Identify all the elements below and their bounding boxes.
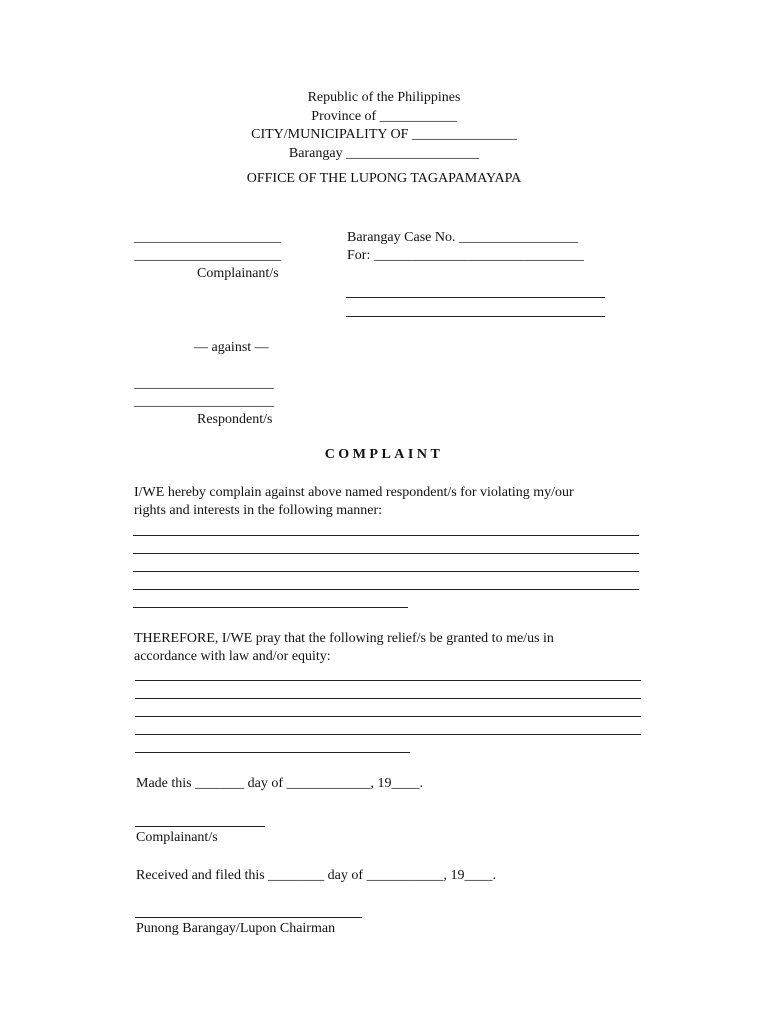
respondent-label: Respondent/s	[197, 412, 273, 427]
made-this-line: Made this _______ day of ____________, 19____.	[136, 776, 423, 791]
relief-blank-line	[135, 680, 641, 681]
complaint-title: COMPLAINT	[324, 447, 444, 462]
relief-blank-line	[135, 698, 641, 699]
complainant-label: Complainant/s	[197, 266, 279, 281]
chairman-signature-line	[135, 917, 362, 918]
complainant-blank-1: _____________________	[134, 230, 281, 245]
respondent-blank-1: ____________________	[134, 376, 274, 391]
relief-blank-line	[135, 716, 641, 717]
relief-blank-line	[135, 734, 641, 735]
relief-text-line-1: THEREFORE, I/WE pray that the following relief/s be granted to me/us in	[134, 631, 554, 646]
complainant-signature-label: Complainant/s	[136, 830, 218, 845]
relief-text-line-2: accordance with law and/or equity:	[134, 649, 331, 664]
complainant-blank-2: _____________________	[134, 248, 281, 263]
for-continuation-line-1	[346, 297, 605, 298]
city-municipality-line: CITY/MUNICIPALITY OF _______________	[251, 127, 517, 142]
complainant-signature-line	[135, 826, 265, 827]
complaint-blank-line	[133, 535, 639, 536]
complaint-text-line-1: I/WE hereby complain against above named respondent/s for violating my/our	[134, 485, 574, 500]
complaint-blank-line-short	[133, 607, 408, 608]
complaint-blank-line	[133, 553, 639, 554]
for-continuation-line-2	[346, 316, 605, 317]
for-line: For: ______________________________	[347, 248, 584, 263]
office-heading: OFFICE OF THE LUPONG TAGAPAMAYAPA	[246, 171, 522, 186]
against-separator: — against —	[194, 340, 269, 355]
case-number-line: Barangay Case No. _________________	[347, 230, 578, 245]
barangay-line: Barangay ___________________	[288, 146, 480, 161]
relief-blank-line-short	[135, 752, 410, 753]
republic-heading: Republic of the Philippines	[307, 90, 461, 105]
complaint-blank-line	[133, 589, 639, 590]
complaint-text-line-2: rights and interests in the following manner:	[134, 503, 383, 518]
province-line: Province of ___________	[311, 109, 457, 124]
complaint-blank-line	[133, 571, 639, 572]
received-filed-line: Received and filed this ________ day of ___________, 19____.	[136, 868, 497, 883]
respondent-blank-2: ____________________	[134, 394, 274, 409]
chairman-signature-label: Punong Barangay/Lupon Chairman	[136, 921, 336, 936]
